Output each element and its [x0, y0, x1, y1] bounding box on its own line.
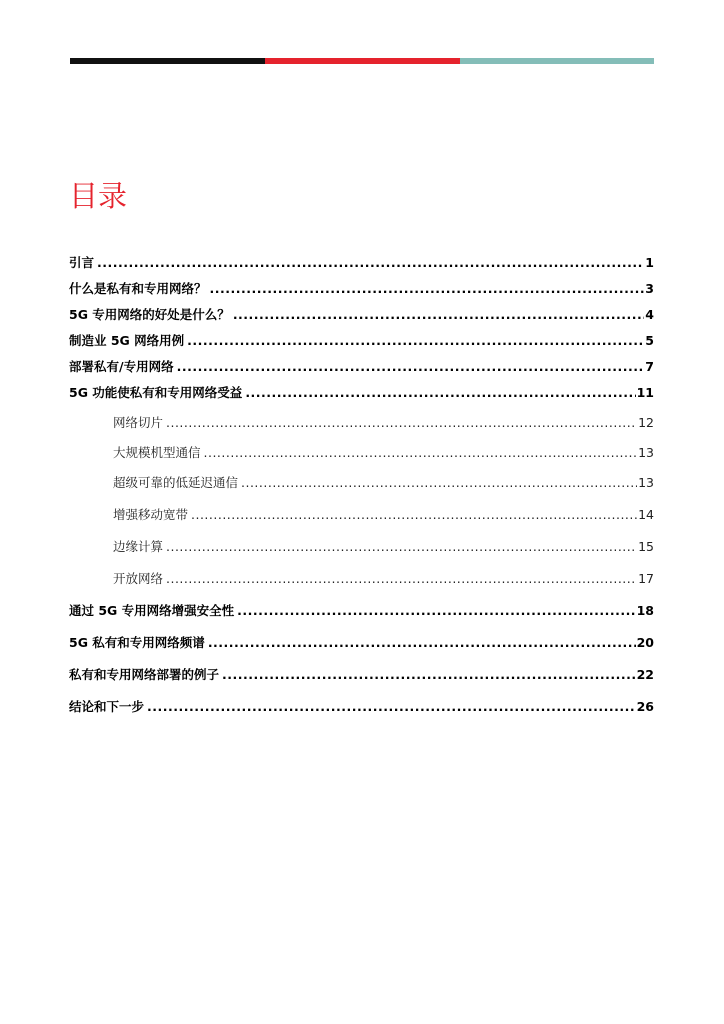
dot-leader	[237, 603, 635, 619]
toc-entry-label: 引言	[69, 255, 95, 270]
toc-entry[interactable]	[113, 537, 654, 555]
dot-leader	[147, 699, 636, 715]
toc-entry[interactable]	[69, 665, 654, 683]
dot-leader	[222, 667, 636, 683]
dot-leader	[187, 333, 644, 349]
dot-leader	[241, 475, 637, 491]
dot-leader	[210, 281, 645, 297]
dot-leader	[166, 571, 637, 587]
toc-entry-page-number: 13	[638, 445, 654, 460]
dot-leader	[166, 415, 637, 431]
toc-entry-page-number: 14	[638, 507, 654, 522]
toc-entry-page-number: 11	[636, 385, 654, 400]
toc-entry-label: 网络切片	[113, 415, 164, 430]
toc-entry[interactable]	[113, 473, 654, 491]
dot-leader	[177, 359, 645, 375]
toc-entry-label: 结论和下一步	[69, 699, 145, 714]
toc-entry[interactable]	[69, 697, 654, 715]
toc-entry-page-number: 5	[645, 333, 654, 348]
toc-entry[interactable]	[69, 253, 654, 271]
toc-entry-label: 5G 功能使私有和专用网络受益	[69, 385, 243, 400]
toc-entry-page-number: 7	[645, 359, 654, 374]
toc-entry[interactable]	[69, 331, 654, 349]
toc-entry-label: 什么是私有和专用网络？	[69, 281, 207, 296]
toc-entry-label: 超级可靠的低延迟通信	[113, 475, 239, 490]
toc-entry[interactable]	[69, 305, 654, 323]
header-color-rule	[70, 58, 654, 64]
toc-entry-page-number: 13	[638, 475, 654, 490]
toc-entry[interactable]	[69, 601, 654, 619]
toc-entry-label: 大规模机型通信	[113, 445, 201, 460]
toc-entry[interactable]	[69, 633, 654, 651]
toc-entry-label: 部署私有/专用网络	[69, 359, 174, 374]
toc-entry[interactable]	[113, 443, 654, 461]
toc-entry-page-number: 4	[645, 307, 654, 322]
rule-segment-black	[70, 58, 265, 64]
toc-entry-page-number: 15	[638, 539, 654, 554]
toc-entry-label: 制造业 5G 网络用例	[69, 333, 185, 348]
toc-entry[interactable]	[69, 357, 654, 375]
dot-leader	[191, 507, 637, 523]
dot-leader	[233, 307, 644, 323]
toc-entry-page-number: 18	[636, 603, 654, 618]
toc-entry[interactable]	[113, 569, 654, 587]
toc-entry-page-number: 3	[645, 281, 654, 296]
toc-entry-page-number: 26	[636, 699, 654, 714]
rule-segment-teal	[460, 58, 654, 64]
dot-leader	[166, 539, 637, 555]
dot-leader	[204, 445, 638, 461]
toc-entry-page-number: 22	[636, 667, 654, 682]
toc-entry-label: 通过 5G 专用网络增强安全性	[69, 603, 235, 618]
dot-leader	[208, 635, 636, 651]
rule-segment-red	[265, 58, 460, 64]
toc-entry[interactable]	[113, 505, 654, 523]
dot-leader	[97, 255, 644, 271]
toc-entry-page-number: 12	[638, 415, 654, 430]
toc-entry-label: 增强移动宽带	[113, 507, 189, 522]
toc-entry-label: 边缘计算	[113, 539, 164, 554]
toc-entry-page-number: 20	[636, 635, 654, 650]
toc-entry-page-number: 1	[645, 255, 654, 270]
toc-entry[interactable]	[69, 279, 654, 297]
toc-entry-label: 5G 专用网络的好处是什么？	[69, 307, 230, 322]
toc-entry-label: 私有和专用网络部署的例子	[69, 667, 220, 682]
toc-entry[interactable]	[113, 413, 654, 431]
toc-entry[interactable]	[69, 383, 654, 401]
toc-entry-label: 开放网络	[113, 571, 164, 586]
toc-entry-page-number: 17	[638, 571, 654, 586]
toc-entry-label: 5G 私有和专用网络频谱	[69, 635, 205, 650]
toc-title: 目录	[69, 179, 128, 213]
dot-leader	[245, 385, 635, 401]
